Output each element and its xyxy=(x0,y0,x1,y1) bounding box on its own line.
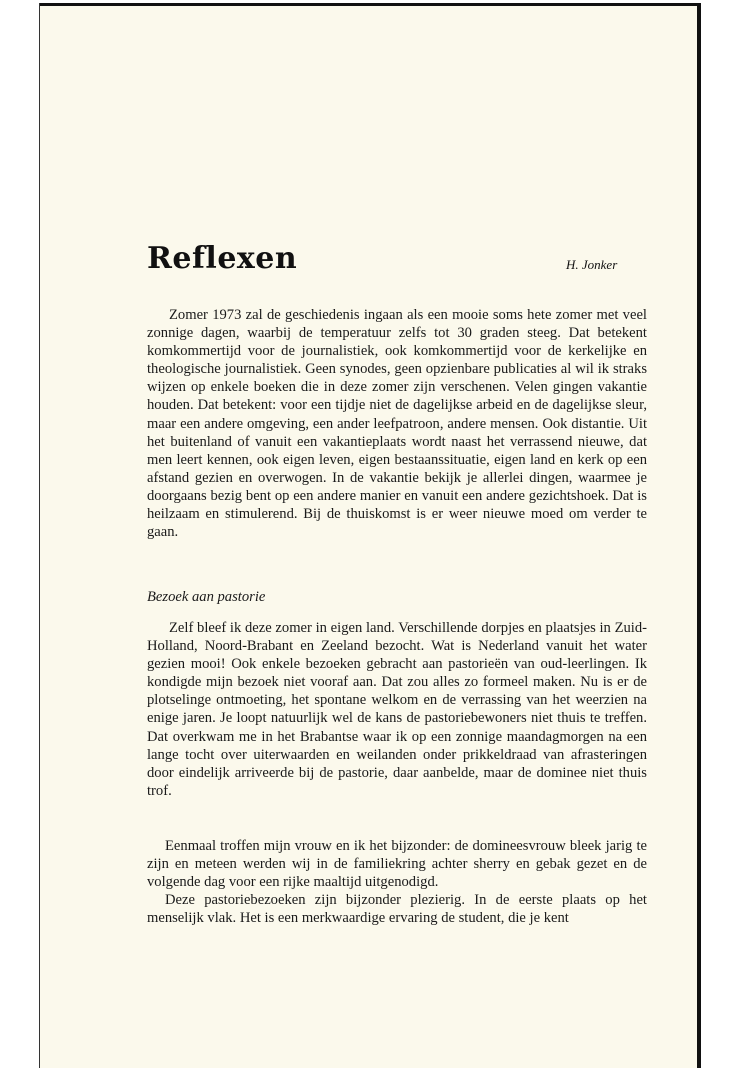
paragraph-4: Deze pastoriebezoeken zijn bijzonder plezierig. In de eerste plaats op het menselijk vlak. Het is een merkwaardige ervaring de student, die je kent xyxy=(147,892,647,927)
page-edge-right xyxy=(697,3,701,1068)
page-edge-top xyxy=(40,3,700,6)
document-page xyxy=(40,4,700,1068)
article-author: H. Jonker xyxy=(566,257,618,272)
paragraph-2: Zelf bleef ik deze zomer in eigen land. Verschillende dorpjes en plaatsjes in Zuid-Holland, Noord-Brabant en Zeeland bezocht. Wat is Nederland vanuit het water gezien mooi! Ook enkele bezoeken gebracht aan pastorieën van oud-leerlingen. Ik kondigde mijn bezoek niet vooraf aan. Dat zou alles zo formeel maken. Nu is er de plotselinge ontmoeting, het spontane welkom en de verrassing van het weerzien na enige jaren. Je loopt natuurlijk wel de kans de pastoriebewoners niet thuis te treffen. Dat overkwam me in het Brabantse waar ik op een zonnige maandagmorgen na een lange tocht over uiterwaarden en weilanden onder prikkeldraad van afrasteringen door eindelijk arriveerde bij de pastorie, daar aanbelde, maar de dominee niet thuis trof. xyxy=(147,620,647,799)
section-heading: Bezoek aan pastorie xyxy=(147,589,266,605)
article-title: Reflexen xyxy=(147,241,298,276)
paragraph-1: Zomer 1973 zal de geschiedenis ingaan als een mooie soms hete zomer met veel zonnige dagen, waarbij de temperatuur zelfs tot 30 graden steeg. Dat betekent komkommertijd voor de journalistiek, ook komkommertijd voor de kerkelijke en theologische journalistiek. Geen synodes, geen opzienbare publicaties al wil ik straks wijzen op enkele boeken die in deze zomer zijn verschenen. Velen gingen vakantie houden. Dat betekent: voor een tijdje niet de dagelijkse arbeid en de dagelijkse sleur, maar een andere omgeving, een ander leefpatroon, andere mensen. Ook distantie. Uit het buitenland of vanuit een vakantieplaats wordt naast het verrassend nieuwe, dat men leert kennen, ook eigen leven, eigen bestaanssituatie, eigen land en kerk op een afstand gezien en overwogen. In de vakantie bekijk je allerlei dingen, waarmee je doorgaans bezig bent op een andere manier en vanuit een andere gezichtshoek. Dat is heilzaam en stimulerend. Bij de thuiskomst is er weer nieuwe moed om verder te gaan. xyxy=(147,307,647,541)
paragraph-3: Eenmaal troffen mijn vrouw en ik het bijzonder: de domineesvrouw bleek jarig te zijn en meteen werden wij in de familiekring achter sherry en gebak gezet en de volgende dag voor een rijke maaltijd uitgenodigd. xyxy=(147,838,647,891)
